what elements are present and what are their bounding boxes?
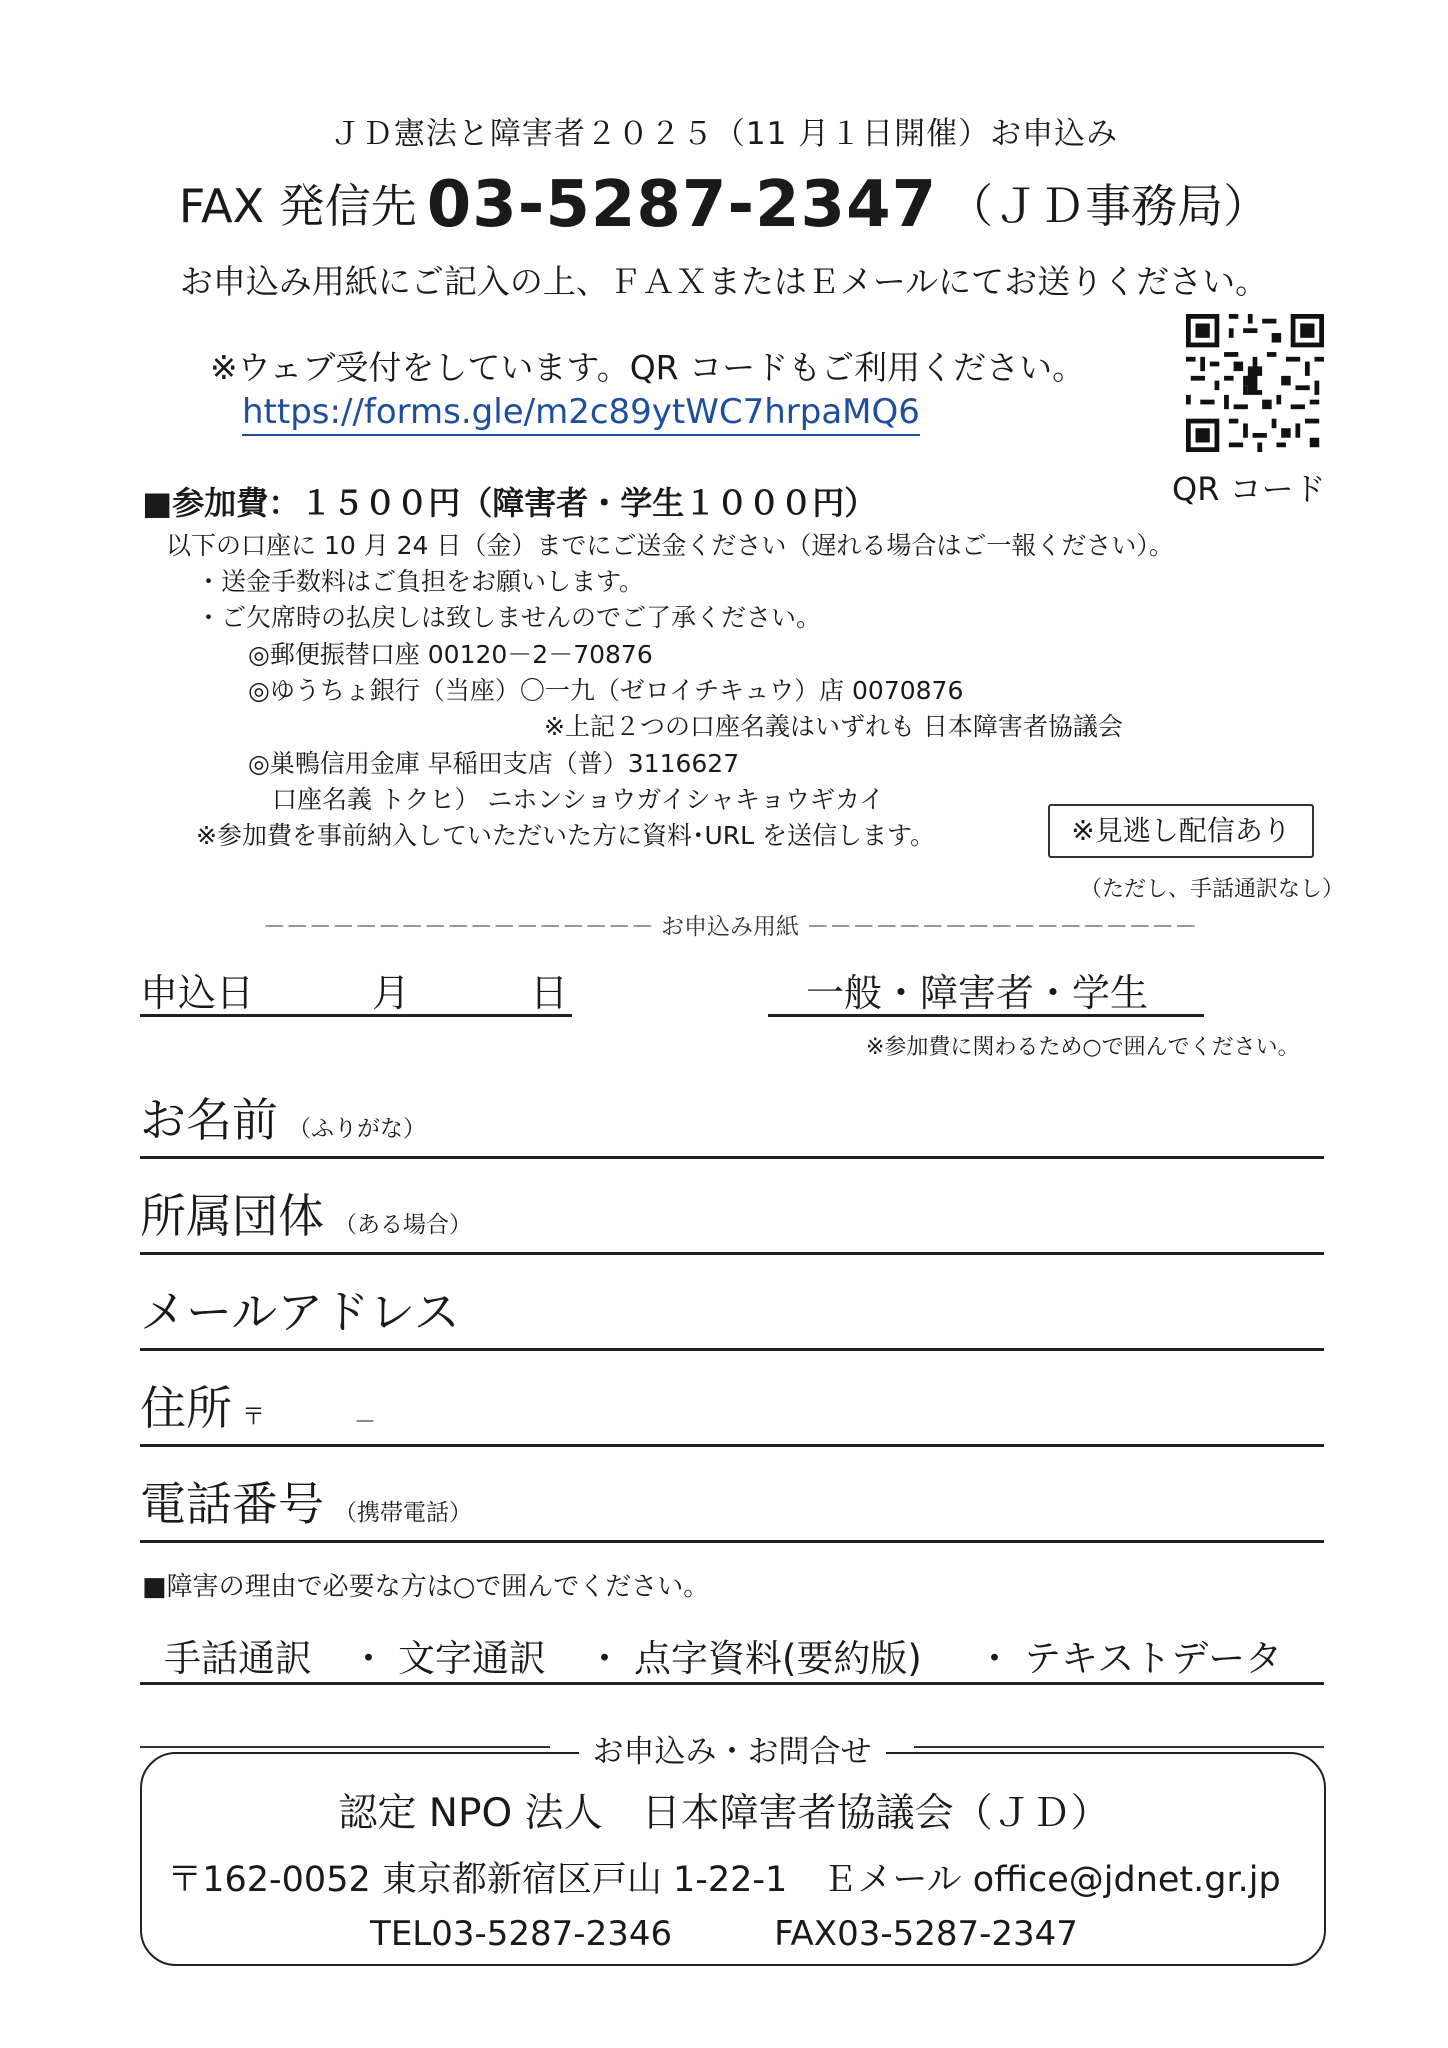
contact-address: 〒162-0052 東京都新宿区戸山 1-22-1 Ｅメール office@jdnet.gr.jp bbox=[167, 1860, 1281, 1900]
option-captioning[interactable]: 文字通訳 bbox=[398, 1637, 546, 1680]
option-braille-summary[interactable]: 点字資料(要約版) bbox=[634, 1637, 922, 1680]
late-viewing-badge: ※見逃し配信あり bbox=[1048, 804, 1314, 858]
postal-account: ◎郵便振替口座 00120－2－70876 bbox=[248, 640, 653, 669]
late-viewing-note: （ただし、手話通訳なし） bbox=[1080, 877, 1345, 902]
organization-name: 認定 NPO 法人 日本障害者協議会（ＪＤ） bbox=[338, 1791, 1110, 1836]
category-options: 一般・障害者・学生 bbox=[806, 971, 1149, 1015]
account-holder-note: ※上記２つの口座名義はいずれも 日本障害者協議会 bbox=[544, 712, 1123, 741]
option-separator: ・ bbox=[976, 1637, 1013, 1680]
qr-code-icon[interactable] bbox=[1186, 314, 1324, 452]
contact-phone-fax: TEL03-5287-2346 FAX03-5287-2347 bbox=[370, 1914, 1078, 1954]
address-label: 住所 〒 bbox=[140, 1381, 265, 1435]
day-label: 日 bbox=[530, 971, 569, 1015]
option-sign-language[interactable]: 手話通訳 bbox=[164, 1637, 312, 1680]
fee-note-refund: ・ご欠席時の払戻しは致しませんのでご了承ください。 bbox=[196, 603, 822, 632]
name-field[interactable] bbox=[140, 1090, 1324, 1159]
fee-note-fee: ・送金手数料はご負担をお願いします。 bbox=[196, 567, 645, 596]
phone-field[interactable] bbox=[140, 1474, 1324, 1543]
address-field[interactable] bbox=[140, 1378, 1324, 1447]
submission-instruction: お申込み用紙にご記入の上、ＦＡＸまたはＥメールにてお送りください。 bbox=[179, 262, 1269, 301]
yucho-account: ◎ゆうちょ銀行（当座）〇一九（ゼロイチキュウ）店 0070876 bbox=[248, 676, 964, 705]
sugamo-account: ◎巣鴨信用金庫 早稲田支店（普）3116627 bbox=[248, 749, 740, 778]
fee-deadline: 以下の口座に 10 月 24 日（金）までにご送金ください（遅れる場合はご一報ください）。 bbox=[166, 531, 1174, 560]
category-select[interactable] bbox=[768, 962, 1204, 1017]
application-date-field[interactable] bbox=[140, 962, 572, 1017]
email-label: メールアドレス bbox=[140, 1285, 460, 1339]
phone-label: 電話番号 （携帯電話） bbox=[140, 1477, 472, 1531]
postal-dash: － bbox=[354, 1410, 377, 1435]
fax-prefix: FAX 発信先 bbox=[178, 179, 417, 233]
organization-field[interactable] bbox=[140, 1186, 1324, 1255]
category-note: ※参加費に関わるため○で囲んでください。 bbox=[866, 1035, 1300, 1060]
event-title: ＪＤ憲法と障害者２０２５（11 月１日開催）お申込み bbox=[329, 116, 1119, 152]
support-heading: ■障害の理由で必要な方は○で囲んでください。 bbox=[142, 1572, 710, 1602]
form-url-link[interactable]: https://forms.gle/m2c89ytWC7hrpaMQ6 bbox=[242, 392, 920, 436]
fax-number: 03-5287-2347 bbox=[426, 168, 938, 242]
fax-suffix: （ＪＤ事務局） bbox=[947, 179, 1270, 233]
option-text-data[interactable]: テキストデータ bbox=[1024, 1637, 1283, 1680]
date-label: 申込日 bbox=[140, 971, 255, 1015]
option-separator: ・ bbox=[586, 1637, 623, 1680]
fee-title: ■参加費：１５００円（障害者・学生１０００円） bbox=[142, 484, 877, 522]
name-label: お名前 （ふりがな） bbox=[140, 1093, 426, 1147]
organization-label: 所属団体 （ある場合） bbox=[140, 1189, 472, 1243]
qr-code-label: QR コード bbox=[1172, 470, 1326, 508]
support-options[interactable] bbox=[140, 1620, 1324, 1685]
email-field[interactable] bbox=[140, 1282, 1324, 1351]
form-divider: －－－－－－－－－－－－－－－－－ お申込み用紙 －－－－－－－－－－－－－－－－－ bbox=[262, 914, 1198, 940]
web-notice: ※ウェブ受付をしています。QR コードもご利用ください。 bbox=[210, 348, 1086, 387]
month-label: 月 bbox=[372, 971, 411, 1015]
prepay-note: ※参加費を事前納入していただいた方に資料･URL を送信します。 bbox=[196, 821, 935, 850]
contact-heading: お申込み・お問合せ bbox=[140, 1726, 1324, 1771]
fax-destination bbox=[0, 168, 1448, 242]
sugamo-account-holder: 口座名義 トクヒ） ニホンショウガイシャキョウギカイ bbox=[272, 785, 885, 814]
option-separator: ・ bbox=[350, 1637, 387, 1680]
